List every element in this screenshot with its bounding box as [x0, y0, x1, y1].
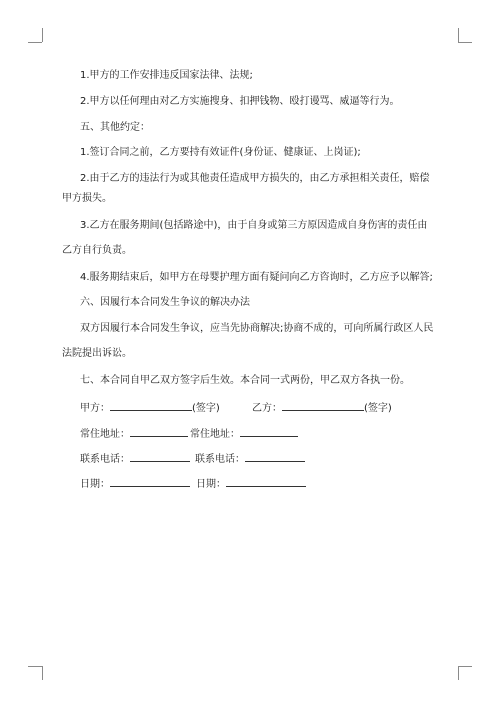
- clause-line: 2.由于乙方的违法行为或其他责任造成甲方损失的，由乙方承担相关责任，赔偿: [80, 173, 430, 184]
- party-b-blank: [282, 401, 364, 411]
- clause-continuation: 法院提出诉讼。: [62, 348, 132, 359]
- address-blank: [130, 427, 188, 437]
- clause-line: 1.签订合同之前，乙方要持有效证件(身份证、健康证、上岗证);: [80, 147, 361, 158]
- party-b-label: 乙方：: [252, 403, 282, 414]
- party-a-sign-note: (签字): [192, 403, 220, 414]
- date-label: 日期：: [80, 479, 110, 490]
- phone-blank: [245, 452, 305, 462]
- address-blank: [240, 427, 298, 437]
- date-blank: [110, 477, 190, 487]
- party-a-phone-field: [80, 452, 190, 466]
- party-b-address-field: [190, 427, 298, 441]
- section-heading: 五、其他约定：: [80, 122, 150, 133]
- section-heading: 七、本合同自甲乙双方签字后生效。本合同一式两份，甲乙双方各执一份。: [80, 375, 410, 386]
- clause-line: 2.甲方以任何理由对乙方实施搜身、扣押钱物、殴打谩骂、威逼等行为。: [80, 96, 400, 107]
- clause-line: 双方因履行本合同发生争议，应当先协商解决;协商不成的，可向所属行政区人民: [80, 323, 434, 334]
- party-b-date-field: [196, 477, 306, 491]
- party-a-signature-field: [80, 401, 220, 415]
- party-a-address-field: [80, 427, 188, 441]
- party-b-phone-field: [195, 452, 305, 466]
- address-label: 常住地址：: [190, 429, 240, 440]
- clause-continuation: 甲方损失。: [62, 193, 112, 204]
- party-a-label: 甲方：: [80, 403, 110, 414]
- party-a-blank: [110, 401, 192, 411]
- clause-line: 1.甲方的工作安排违反国家法律、法规;: [80, 70, 253, 81]
- clause-line: 4.服务期结束后，如甲方在母婴护理方面有疑问向乙方咨询时，乙方应予以解答;: [80, 272, 433, 283]
- party-b-sign-note: (签字): [364, 403, 392, 414]
- party-a-date-field: [80, 477, 190, 491]
- party-b-signature-field: [252, 401, 392, 415]
- section-heading: 六、因履行本合同发生争议的解决办法: [80, 297, 250, 308]
- date-blank: [226, 477, 306, 487]
- clause-continuation: 乙方自行负责。: [62, 245, 132, 256]
- clause-line: 3.乙方在服务期间(包括路途中)，由于自身或第三方原因造成自身伤害的责任由: [80, 220, 428, 231]
- phone-label: 联系电话：: [195, 454, 245, 465]
- phone-blank: [130, 452, 190, 462]
- address-label: 常住地址：: [80, 429, 130, 440]
- date-label: 日期：: [196, 479, 226, 490]
- phone-label: 联系电话：: [80, 454, 130, 465]
